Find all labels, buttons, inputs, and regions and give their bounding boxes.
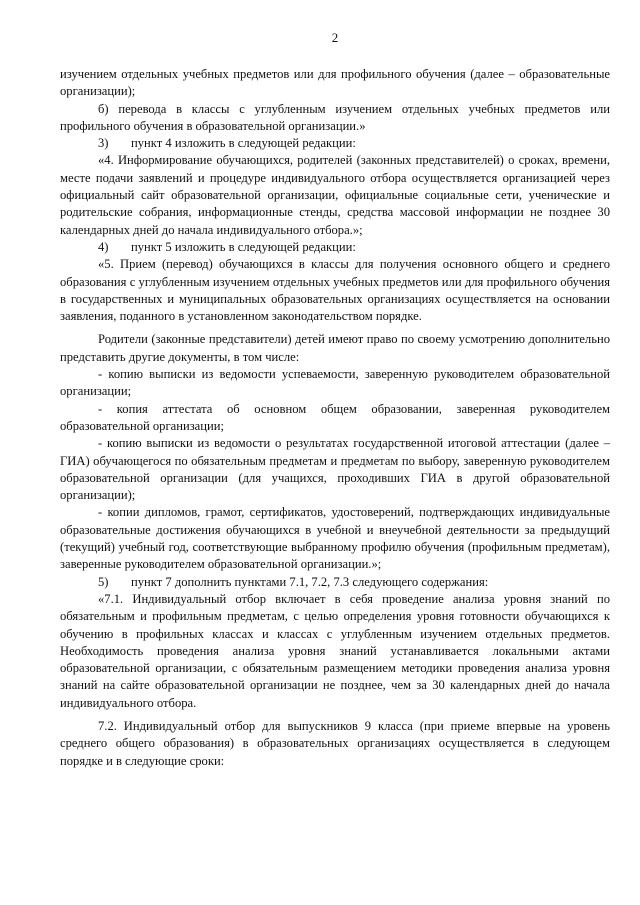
document-body: [60, 66, 610, 770]
paragraph-point-3: [60, 135, 610, 152]
paragraph-clause-4: «4. Информирование обучающихся, родителей (законных представителей) о сроках, времени, месте подачи заявлений и процедуре индивидуального отбора осуществляется организацией через официальный сайт образовательной организации, официальные социальные сети, ученические и родительские собрания, информационные стенды, средства массовой информации не позднее 30 календарных дней до начала индивидуального отбора.»;: [60, 153, 610, 237]
list-item-document: - копия аттестата об основном общем образовании, заверенная руководителем образовательной организации;: [60, 401, 610, 433]
paragraph-text: пункт 5 изложить в следующей редакции:: [131, 239, 356, 254]
list-item-document: - копии дипломов, грамот, сертификатов, удостоверений, подтверждающих индивидуальные образовательные достижения обучающихся в учебной и внеучебной деятельности за предыдущий (текущий) учебный год, соответствующие выбранному профилю обучения (профильным предметам), заверенные руководителем образовательной организации.»;: [60, 505, 610, 572]
item-number: 5): [98, 574, 109, 589]
item-number: 3): [98, 136, 109, 151]
paragraph-point-5: [60, 574, 610, 591]
paragraph-text: пункт 4 изложить в следующей редакции:: [131, 136, 356, 151]
page-number: 2: [331, 30, 339, 45]
paragraph-parents-rights: Родители (законные представители) детей имеют право по своему усмотрению дополнительно представить другие документы, в том числе:: [60, 332, 610, 364]
paragraph-item-b: б) перевода в классы с углубленным изучением отдельных учебных предметов или профильного обучения в образовательной организации.»: [60, 101, 610, 133]
paragraph-clause-7-1: «7.1. Индивидуальный отбор включает в себя проведение анализа уровня знаний по обязательным и профильным предметам, с целью определения уровня готовности обучающихся к обучению в профильных классах и классах с углубленным изучением отдельных предметов. Необходимость проведения анализа уровня знаний устанавливается локальными актами образовательной организации, с обязательным размещением методики проведения анализа уровня знаний на сайте образовательной организации не позднее, чем за 30 календарных дней до начала индивидуального отбора.: [60, 591, 610, 710]
paragraph-clause-5: «5. Прием (перевод) обучающихся в классы для получения основного общего и среднего образования с углубленным изучением отдельных учебных предметов или для профильного обучения в государственных и муниципальных образовательных организациях осуществляется на основании заявления, поданного в установленном законодательством порядке.: [60, 257, 610, 324]
list-item-document: - копию выписки из ведомости успеваемости, заверенную руководителем образовательной организации;: [60, 367, 610, 399]
paragraph-point-4: [60, 239, 610, 256]
paragraph-clause-7-2: 7.2. Индивидуальный отбор для выпускников 9 класса (при приеме впервые на уровень среднего общего образования) в образовательных организациях осуществляется в следующем порядке и в следующие сроки:: [60, 718, 610, 768]
paragraph-text: пункт 7 дополнить пунктами 7.1, 7.2, 7.3 следующего содержания:: [131, 574, 489, 589]
list-item-document: - копию выписки из ведомости о результатах государственной итоговой аттестации (далее – ГИА) обучающегося по обязательным предметам и предметам по выбору, заверенную руководителем образовательной организации (для учащихся, проходивших ГИА в другой образовательной организации);: [60, 436, 610, 503]
item-number: 4): [98, 239, 109, 254]
paragraph-continuation: изучением отдельных учебных предметов или для профильного обучения (далее – образовательные организации);: [60, 67, 610, 99]
